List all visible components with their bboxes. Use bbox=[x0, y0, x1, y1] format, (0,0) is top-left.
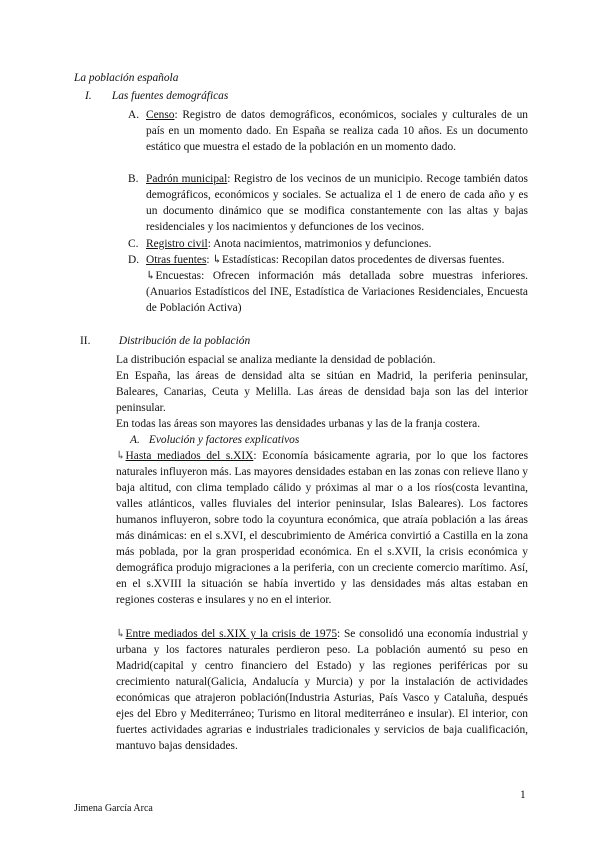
list-item-otras-fuentes bbox=[128, 252, 528, 316]
otras-fuentes-text: : ↳Estadísticas: Recopilan datos procedentes de diversas fuentes. bbox=[206, 254, 505, 266]
page-number: 1 bbox=[520, 789, 526, 801]
term-entre-s-xix-1975: Entre mediados del s.XIX y la crisis de 1975 bbox=[125, 628, 338, 640]
arrow-icon: ↳ bbox=[116, 450, 126, 462]
subsection-label: A. bbox=[130, 434, 140, 446]
block-1-text: : Economía básicamente agraria, por lo que los factores naturales influyeron más. Las mayores densidades estaban en las zonas con relieve llano y baja altitud, con clima templado cálido y próximas al mar o a los ríos(costa levantina, valles atlánticos, valles fluviales del interior peninsular, Islas Baleares). Los factores humanos influyeron, sobre todo la coyuntura económica, que atraía población a las áreas más dinámicas: en el s.XVI, el descubrimiento de América convirtió a Castilla en la zona más poblada, por la gran prosperidad económica. En el s.XVII, la crisis económica y demográfica produjo migraciones a la periferia, con un creciente comercio marítimo. Así, en el s.XVIII la situación se había invertido y las densidades más altas estaban en regiones costeras e insulares y no en el interior. bbox=[116, 450, 528, 606]
padron-text: : Registro de los vecinos de un municipio. Recoge también datos demográficos, económicos y sociales. Se actualiza el 1 de enero de cada año y es un documento dinámico que se modifica constantemente con las altas y bajas residenciales y los nacimientos y defunciones de los vecinos. bbox=[146, 173, 528, 233]
section-1-title: Las fuentes demográficas bbox=[111, 90, 229, 102]
term-padron: Padrón municipal bbox=[146, 173, 228, 185]
list-item-label: B. bbox=[128, 173, 139, 185]
document-title: La población española bbox=[74, 72, 179, 84]
block-2-text: : Se consolidó una economía industrial y urbana y los factores naturales perdieron peso. La población aumentó su peso en Madrid(capital y centro financiero del Estado) y las regiones periféricas por su crecimiento natural(Galicia, Andalucía y Murcia) y por la instalación de actividades económicas que atrajeron población(Industria Asturias, País Vasco y Cataluña, después ejes del Ebro y Mediterráneo; Turismo en litoral mediterráneo e insular). El interior, con fuertes actividades agrarias e industriales tradicionales y servicios de baja cualificación, mantuvo bajas densidades. bbox=[116, 628, 528, 752]
subsection-heading bbox=[130, 432, 299, 448]
term-censo: Censo bbox=[146, 109, 175, 121]
list-item-label: D. bbox=[128, 254, 140, 266]
list-item-label: C. bbox=[128, 238, 139, 250]
list-item-body bbox=[128, 236, 528, 252]
block-hasta-s-xix bbox=[116, 448, 528, 608]
section-1-heading bbox=[85, 88, 228, 104]
term-registro-civil: Registro civil bbox=[146, 238, 208, 250]
footer-author: Jimena García Arca bbox=[74, 803, 153, 814]
term-hasta-s-xix: Hasta mediados del s.XIX bbox=[125, 450, 254, 462]
section-2-heading bbox=[80, 333, 250, 349]
subsection-title: Evolución y factores explicativos bbox=[148, 434, 300, 446]
list-item-body bbox=[128, 107, 528, 155]
block-entre-s-xix-1975 bbox=[116, 626, 528, 754]
list-item-label: A. bbox=[128, 109, 140, 121]
section-2-number: II. bbox=[80, 335, 91, 347]
section-2-title: Distribución de la población bbox=[118, 335, 251, 347]
censo-text: : Registro de datos demográficos, económicos, sociales y culturales de un país en un momento dado. En España se realiza cada 10 años. Es un documento estático que muestra el estado de la población en un momento dado. bbox=[146, 109, 528, 153]
term-otras-fuentes: Otras fuentes bbox=[146, 254, 207, 266]
registro-civil-text: : Anota nacimientos, matrimonios y defunciones. bbox=[207, 238, 432, 250]
paragraph-density: La distribución espacial se analiza mediante la densidad de población. bbox=[116, 354, 436, 366]
list-item-registro-civil bbox=[128, 236, 528, 252]
paragraph-urban-density: En todas las áreas son mayores las densidades urbanas y las de la franja costera. bbox=[116, 418, 481, 430]
arrow-icon: ↳ bbox=[116, 628, 126, 640]
section-1-number: I. bbox=[85, 90, 92, 102]
list-item-body bbox=[128, 252, 528, 268]
paragraph-spain-density: En España, las áreas de densidad alta se sitúan en Madrid, la periferia peninsular, Baleares, Canarias, Ceuta y Melilla. Las áreas de densidad baja son las del interior peninsular. bbox=[116, 370, 528, 414]
list-item-padron bbox=[128, 171, 528, 235]
list-item-censo bbox=[128, 107, 528, 155]
list-item-body bbox=[128, 171, 528, 235]
otras-fuentes-text-2: ↳Encuestas: Ofrecen información más detallada sobre muestras inferiores. (Anuarios Estadísticos del INE, Estadística de Variaciones Residenciales, Encuesta de Población Activa) bbox=[146, 270, 528, 314]
